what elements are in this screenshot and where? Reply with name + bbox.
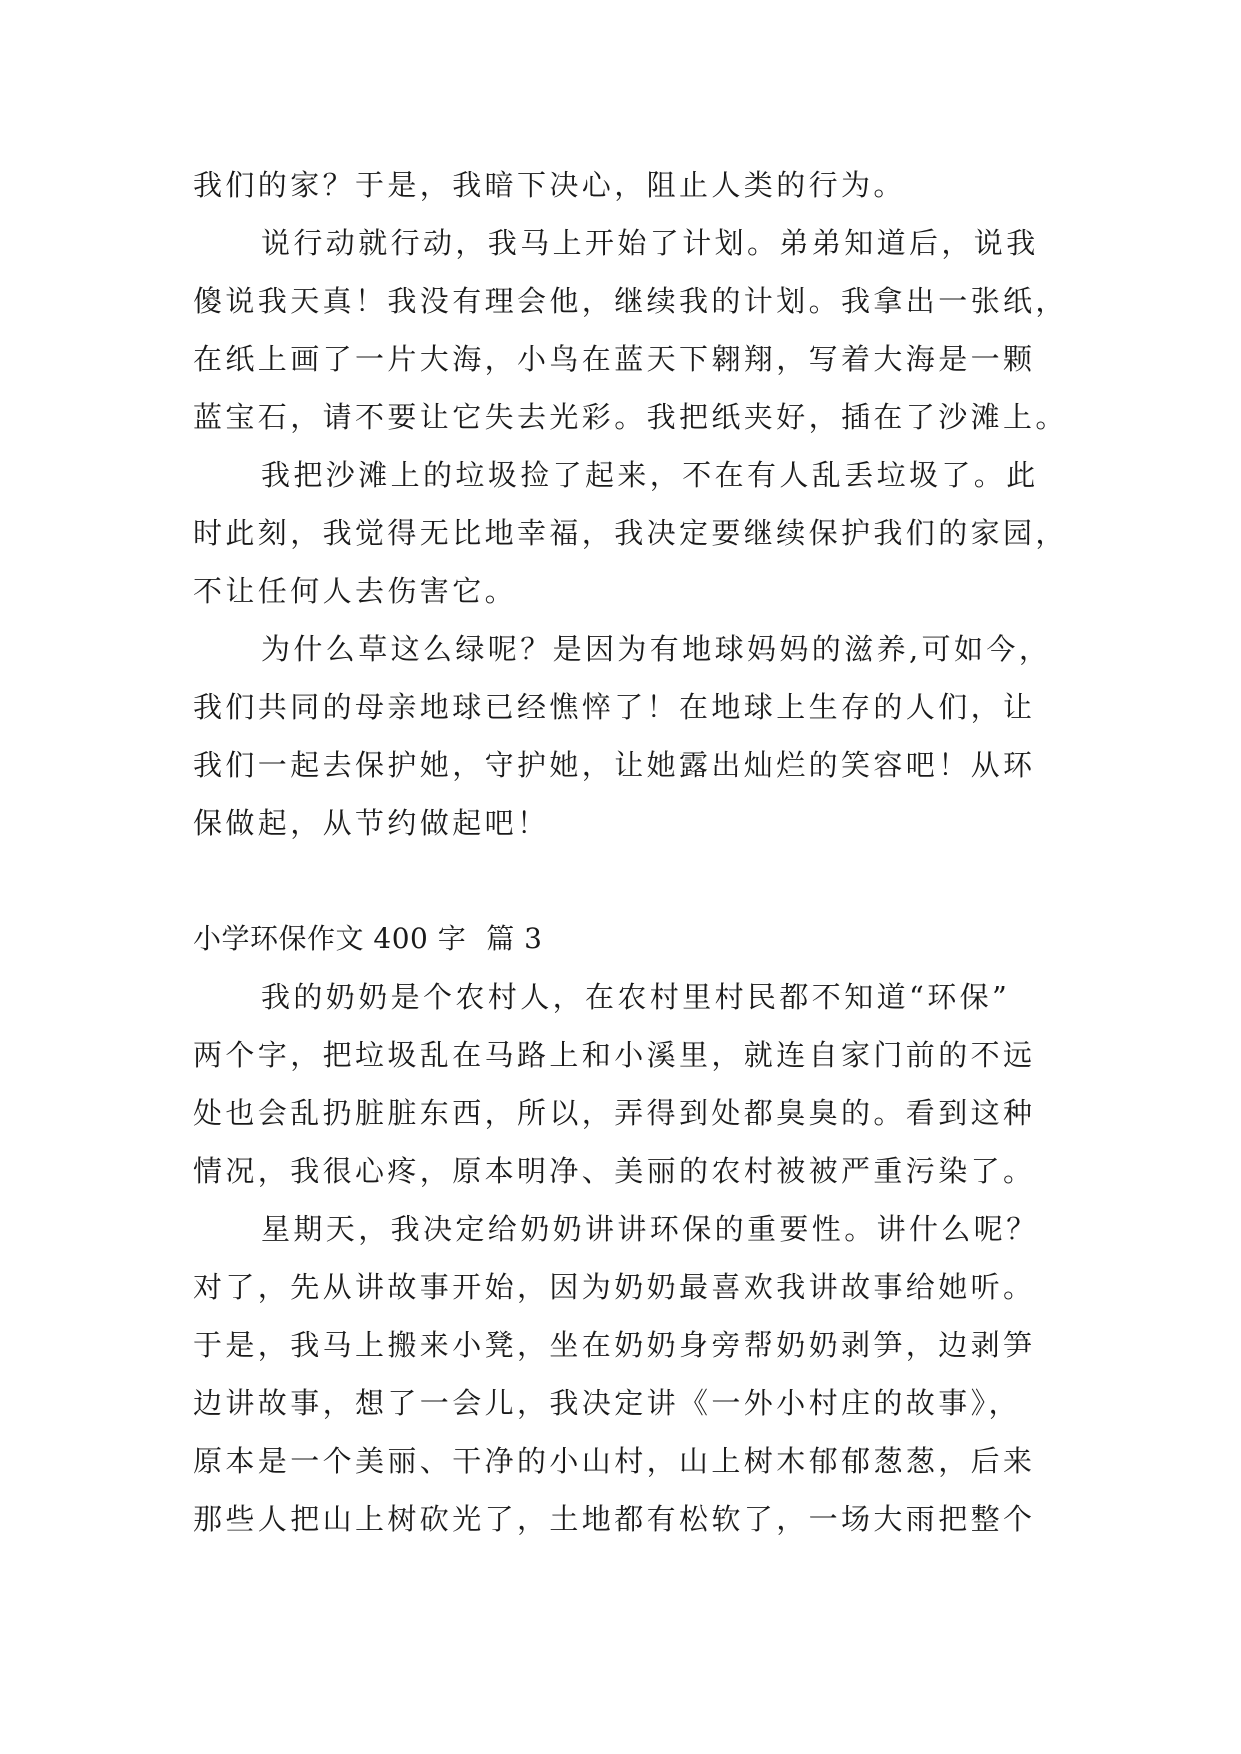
section-spacer	[193, 852, 1049, 910]
text-line: 我把沙滩上的垃圾捡了起来，不在有人乱丢垃圾了。此	[261, 458, 1039, 492]
text-line: 我的奶奶是个农村人，在农村里村民都不知道“环保”	[261, 980, 1011, 1014]
text-line: 那些人把山上树砍光了，土地都有松软了，一场大雨把整个	[193, 1502, 1036, 1536]
paragraph	[193, 620, 1052, 852]
text-line: 原本是一个美丽、干净的小山村，山上树木郁郁葱葱，后来	[193, 1444, 1036, 1478]
text-line: 我们的家？于是，我暗下决心，阻止人类的行为。	[193, 168, 906, 202]
paragraph	[193, 156, 1049, 214]
text-line: 边讲故事，想了一会儿，我决定讲《一外小村庄的故事》，	[193, 1386, 1021, 1420]
text-line: 蓝宝石，请不要让它失去光彩。我把纸夹好，插在了沙滩上。	[193, 400, 1068, 434]
section-title: 小学环保作文 400 字	[193, 922, 467, 955]
text-line: 于是，我马上搬来小凳，坐在奶奶身旁帮奶奶剥笋，边剥笋	[193, 1328, 1036, 1362]
text-line: 不让任何人去伤害它。	[193, 574, 518, 608]
paragraph	[193, 1200, 1049, 1548]
document-body	[193, 156, 1068, 1548]
text-line: 说行动就行动，我马上开始了计划。弟弟知道后，说我	[261, 226, 1039, 260]
text-line: 在纸上画了一片大海，小鸟在蓝天下翱翔，写着大海是一颗	[193, 342, 1036, 376]
text-line: 我们一起去保护她，守护她，让她露出灿烂的笑容吧！从环	[193, 748, 1036, 782]
section-number: 篇 3	[486, 922, 543, 955]
text-line: 情况，我很心疼，原本明净、美丽的农村被被严重污染了。	[193, 1154, 1036, 1188]
text-line: 傻说我天真！我没有理会他，继续我的计划。我拿出一张纸，	[193, 284, 1068, 318]
paragraph	[193, 446, 1068, 620]
text-line: 保做起，从节约做起吧！	[193, 806, 550, 840]
paragraph	[193, 968, 1049, 1200]
text-line: 处也会乱扔脏脏东西，所以，弄得到处都臭臭的。看到这种	[193, 1096, 1036, 1130]
text-line: 我们共同的母亲地球已经憔悴了！在地球上生存的人们，让	[193, 690, 1036, 724]
text-line: 时此刻，我觉得无比地幸福，我决定要继续保护我们的家园，	[193, 516, 1068, 550]
section-heading	[193, 910, 1049, 968]
text-line: 星期天，我决定给奶奶讲讲环保的重要性。讲什么呢？	[261, 1212, 1039, 1246]
paragraph	[193, 214, 1068, 446]
text-line: 为什么草这么绿呢？是因为有地球妈妈的滋养,可如今，	[261, 632, 1052, 666]
text-line: 两个字，把垃圾乱在马路上和小溪里，就连自家门前的不远	[193, 1038, 1036, 1072]
text-line: 对了，先从讲故事开始，因为奶奶最喜欢我讲故事给她听。	[193, 1270, 1036, 1304]
